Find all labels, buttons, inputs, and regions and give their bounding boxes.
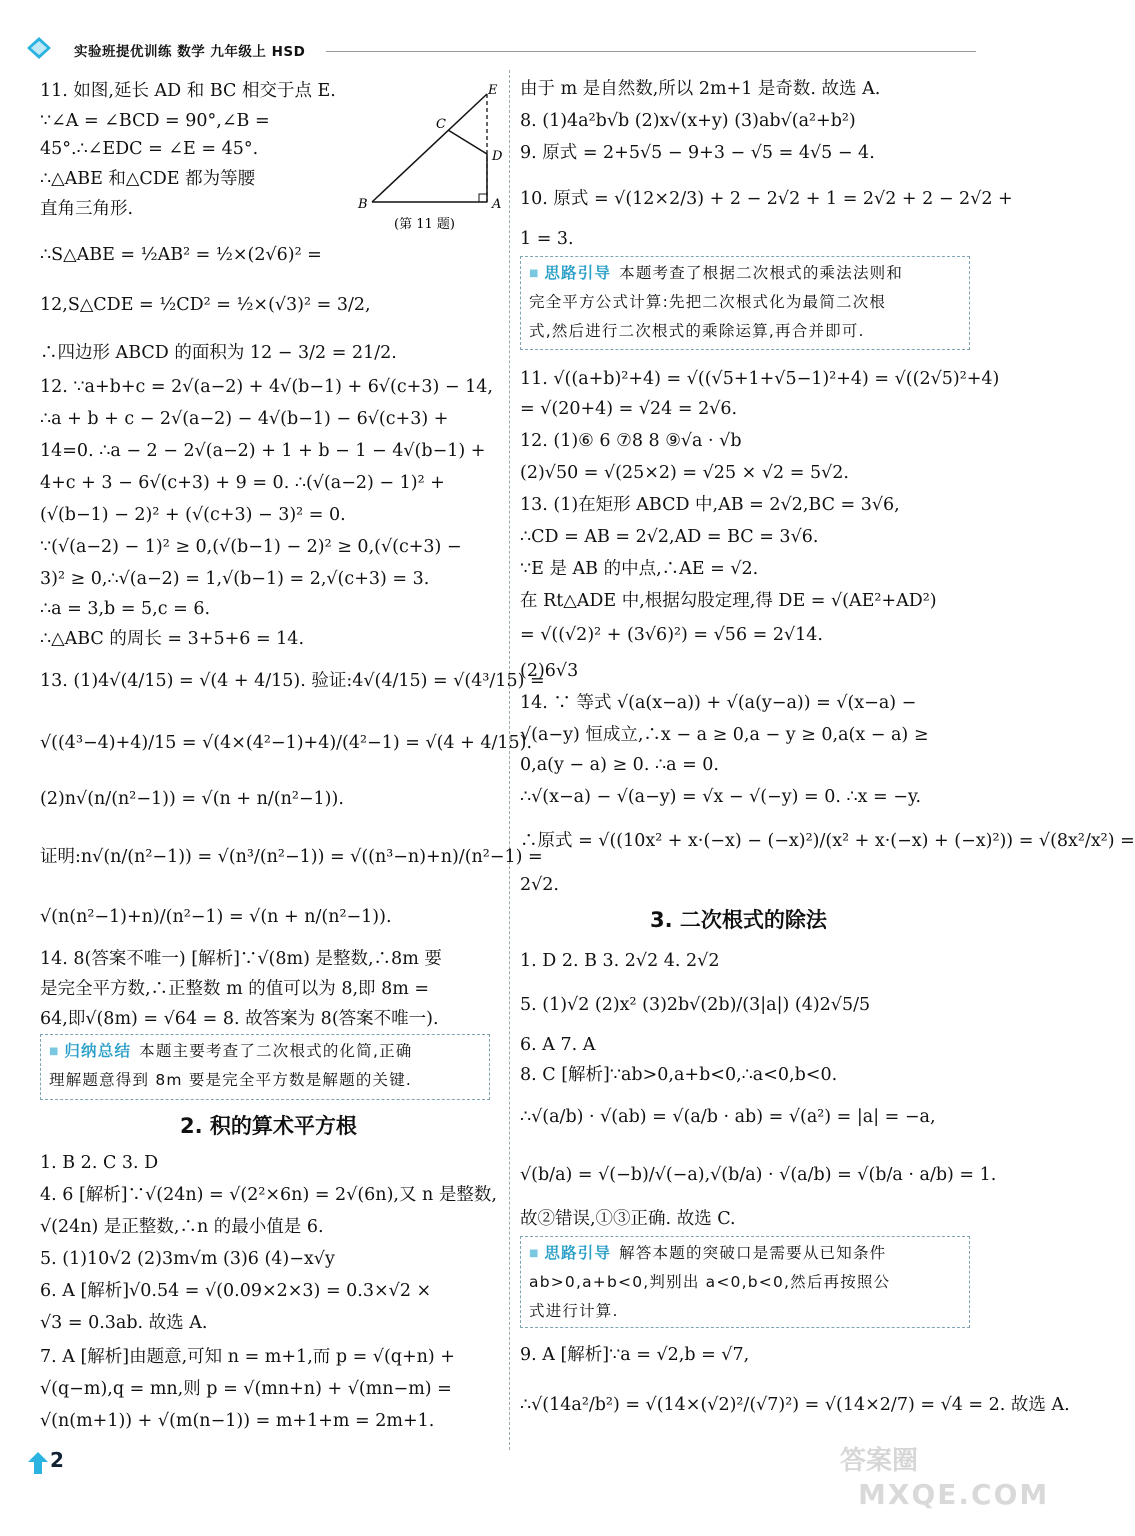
answer-line: ∵E 是 AB 的中点,∴AE = √2. xyxy=(520,559,759,579)
answer-line: 5. (1)√2 (2)x² (3)2b√(2b)/(3|a|) (4)2√5/5 xyxy=(520,995,871,1015)
answer-line: 1 = 3. xyxy=(520,229,574,249)
answer-line: 在 Rt△ADE 中,根据勾股定理,得 DE = √(AE²+AD²) xyxy=(520,591,937,611)
answer-line: √(a−y) 恒成立,∴x − a ≥ 0,a − y ≥ 0,a(x − a) ≥ xyxy=(520,725,929,745)
answer-line: 8. C [解析]∵ab>0,a+b<0,∴a<0,b<0. xyxy=(520,1065,838,1085)
answer-line: 13. (1)在矩形 ABCD 中,AB = 2√2,BC = 3√6, xyxy=(520,495,900,515)
column-divider xyxy=(509,70,510,1450)
hint-tip-box xyxy=(520,1236,970,1328)
answer-line: 5. (1)10√2 (2)3m√m (3)6 (4)−x√y xyxy=(40,1249,335,1269)
answer-line: ∵(√(a−2) − 1)² ≥ 0,(√(b−1) − 2)² ≥ 0,(√(c+3) − xyxy=(40,537,462,557)
answer-line: √(b/a) = √(−b)/√(−a),√(b/a) · √(a/b) = √(b/a · a/b) = 1. xyxy=(520,1165,997,1185)
answer-line: √(n(n²−1)+n)/(n²−1) = √(n + n/(n²−1)). xyxy=(40,907,392,927)
answer-line: 45°.∴∠EDC = ∠E = 45°. xyxy=(40,139,259,159)
answer-line: ∴√(a/b) · √(ab) = √(a/b · ab) = √(a²) = |a| = −a, xyxy=(520,1107,936,1127)
tip-text: 式进行计算. xyxy=(529,1302,619,1320)
answer-line: 12,S△CDE = ½CD² = ½×(√3)² = 3/2, xyxy=(40,295,371,315)
answer-line: 证明:n√(n/(n²−1)) = √(n³/(n²−1)) = √((n³−n)+n)/(n²−1) = xyxy=(40,847,543,867)
section-title: 2. 积的算术平方根 xyxy=(180,1114,357,1138)
answer-line: ∴原式 = √((10x² + x·(−x) − (−x)²)/(x² + x·(−x) + (−x)²)) = √(8x²/x²) = xyxy=(520,831,1135,851)
tip-text: 本题考查了根据二次根式的乘法法则和 xyxy=(619,264,904,282)
answer-line: 64,即√(8m) = √64 = 8. 故答案为 8(答案不唯一). xyxy=(40,1009,439,1029)
tip-tag: ■ 思路引导 xyxy=(529,1244,611,1262)
answer-line: 是完全平方数,∴正整数 m 的值可以为 8,即 8m = xyxy=(40,979,430,999)
answer-line: = √((√2)² + (3√6)²) = √56 = 2√14. xyxy=(520,625,823,645)
triangle-figure xyxy=(352,82,502,242)
answer-line: 11. √((a+b)²+4) = √((√5+1+√5−1)²+4) = √((2√5)²+4) xyxy=(520,369,1000,389)
answer-line: ∴S△ABE = ½AB² = ½×(2√6)² = xyxy=(40,245,322,265)
answer-line: √((4³−4)+4)/15 = √(4×(4²−1)+4)/(4²−1) = √(4 + 4/15). xyxy=(40,733,533,753)
label-E: E xyxy=(488,83,498,98)
answer-line: ∴四边形 ABCD 的面积为 12 − 3/2 = 21/2. xyxy=(40,343,397,363)
watermark-url: MXQE.COM xyxy=(858,1478,1050,1511)
hint-tip-box xyxy=(520,256,970,350)
answer-line: 14. 8(答案不唯一) [解析]∵√(8m) 是整数,∴8m 要 xyxy=(40,949,442,969)
label-A: A xyxy=(492,197,502,212)
tip-text: 本题主要考查了二次根式的化简,正确 xyxy=(139,1042,413,1060)
label-D: D xyxy=(492,149,503,164)
tip-tag: ■ 思路引导 xyxy=(529,264,611,282)
answer-line: 12. (1)⑥ 6 ⑦8 8 ⑨√a · √b xyxy=(520,431,742,451)
answer-line: ∴a = 3,b = 5,c = 6. xyxy=(40,599,211,619)
answer-line: √(n(m+1)) + √(m(n−1)) = m+1+m = 2m+1. xyxy=(40,1411,435,1431)
answer-line: ∴△ABE 和△CDE 都为等腰 xyxy=(40,169,256,189)
label-C: C xyxy=(436,117,446,132)
answer-line: ∴CD = AB = 2√2,AD = BC = 3√6. xyxy=(520,527,819,547)
watermark-logo: 答案圈 xyxy=(840,1446,919,1476)
answer-line: (2)n√(n/(n²−1)) = √(n + n/(n²−1)). xyxy=(40,789,344,809)
answer-line: 14=0. ∴a − 2 − 2√(a−2) + 1 + b − 1 − 4√(b−1) + xyxy=(40,441,486,461)
answer-line: (2)√50 = √(25×2) = √25 × √2 = 5√2. xyxy=(520,463,849,483)
answer-line: ∴√(x−a) − √(a−y) = √x − √(−y) = 0. ∴x = −y. xyxy=(520,787,922,807)
answer-line: 14. ∵ 等式 √(a(x−a)) + √(a(y−a)) = √(x−a) − xyxy=(520,693,917,713)
answer-line: = √(20+4) = √24 = 2√6. xyxy=(520,399,738,419)
answer-line: 9. A [解析]∵a = √2,b = √7, xyxy=(520,1345,750,1365)
summary-tip-box xyxy=(40,1034,490,1100)
answer-line: (√(b−1) − 2)² + (√(c+3) − 3)² = 0. xyxy=(40,505,346,525)
answer-line: 6. A 7. A xyxy=(520,1035,596,1055)
tip-text: 完全平方公式计算:先把二次根式化为最简二次根 xyxy=(529,293,887,311)
answer-line: 4. 6 [解析]∵√(24n) = √(2²×6n) = 2√(6n),又 n 是整数, xyxy=(40,1185,497,1205)
answer-line: ∴√(14a²/b²) = √(14×(√2)²/(√7)²) = √(14×2/7) = √4 = 2. 故选 A. xyxy=(520,1395,1070,1415)
answer-line: 0,a(y − a) ≥ 0. ∴a = 0. xyxy=(520,755,719,775)
section-title: 3. 二次根式的除法 xyxy=(650,908,827,932)
up-arrow-icon xyxy=(28,1452,48,1474)
answer-line: 2√2. xyxy=(520,875,559,895)
answer-line: 4+c + 3 − 6√(c+3) + 9 = 0. ∴(√(a−2) − 1)² + xyxy=(40,473,445,493)
answer-line: 10. 原式 = √(12×2/3) + 2 − 2√2 + 1 = 2√2 + 2 − 2√2 + xyxy=(520,189,1013,209)
answer-line: √3 = 0.3ab. 故选 A. xyxy=(40,1313,208,1333)
answer-line: 由于 m 是自然数,所以 2m+1 是奇数. 故选 A. xyxy=(520,79,881,99)
header-rule xyxy=(326,51,976,52)
book-logo-icon xyxy=(26,36,52,60)
tip-text: ab>0,a+b<0,判别出 a<0,b<0,然后再按照公 xyxy=(529,1273,891,1291)
answer-line: 12. ∵a+b+c = 2√(a−2) + 4√(b−1) + 6√(c+3) − 14, xyxy=(40,377,493,397)
page-header xyxy=(26,34,976,64)
answer-line: 1. D 2. B 3. 2√2 4. 2√2 xyxy=(520,951,720,971)
tip-text: 式,然后进行二次根式的乘除运算,再合并即可. xyxy=(529,322,865,340)
answer-line: 13. (1)4√(4/15) = √(4 + 4/15). 验证:4√(4/15) = √(4³/15) = xyxy=(40,671,545,691)
answer-line: 7. A [解析]由题意,可知 n = m+1,而 p = √(q+n) + xyxy=(40,1347,455,1367)
answer-line: 11. 如图,延长 AD 和 BC 相交于点 E. xyxy=(40,81,336,101)
tip-text: 理解题意得到 8m 要是完全平方数是解题的关键. xyxy=(49,1071,413,1089)
answer-line: 故②错误,①③正确. 故选 C. xyxy=(520,1209,736,1229)
answer-line: 6. A [解析]√0.54 = √(0.09×2×3) = 0.3×√2 × xyxy=(40,1281,432,1301)
page-number-badge xyxy=(28,1448,88,1476)
answer-line: 9. 原式 = 2+5√5 − 9+3 − √5 = 4√5 − 4. xyxy=(520,143,875,163)
answer-line: ∵∠A = ∠BCD = 90°,∠B = xyxy=(40,111,270,131)
figure-caption: (第 11 题) xyxy=(394,217,455,232)
answer-line: (2)6√3 xyxy=(520,661,579,681)
answer-line: 8. (1)4a²b√b (2)x√(x+y) (3)ab√(a²+b²) xyxy=(520,111,856,131)
book-title: 实验班提优训练 数学 九年级上 HSD xyxy=(74,44,306,60)
answer-line: ∴△ABC 的周长 = 3+5+6 = 14. xyxy=(40,629,305,649)
answer-line: ∴a + b + c − 2√(a−2) − 4√(b−1) − 6√(c+3) + xyxy=(40,409,449,429)
answer-line: 1. B 2. C 3. D xyxy=(40,1153,159,1173)
answer-line: 3)² ≥ 0,∴√(a−2) = 1,√(b−1) = 2,√(c+3) = 3. xyxy=(40,569,430,589)
label-B: B xyxy=(358,197,368,212)
answer-line: √(q−m),q = mn,则 p = √(mn+n) + √(mn−m) = xyxy=(40,1379,452,1399)
page-number: 2 xyxy=(50,1448,64,1472)
answer-line: 直角三角形. xyxy=(40,199,134,219)
tip-tag: ■ 归纳总结 xyxy=(49,1042,131,1060)
answer-line: √(24n) 是正整数,∴n 的最小值是 6. xyxy=(40,1217,324,1237)
tip-text: 解答本题的突破口是需要从已知条件 xyxy=(619,1244,887,1262)
